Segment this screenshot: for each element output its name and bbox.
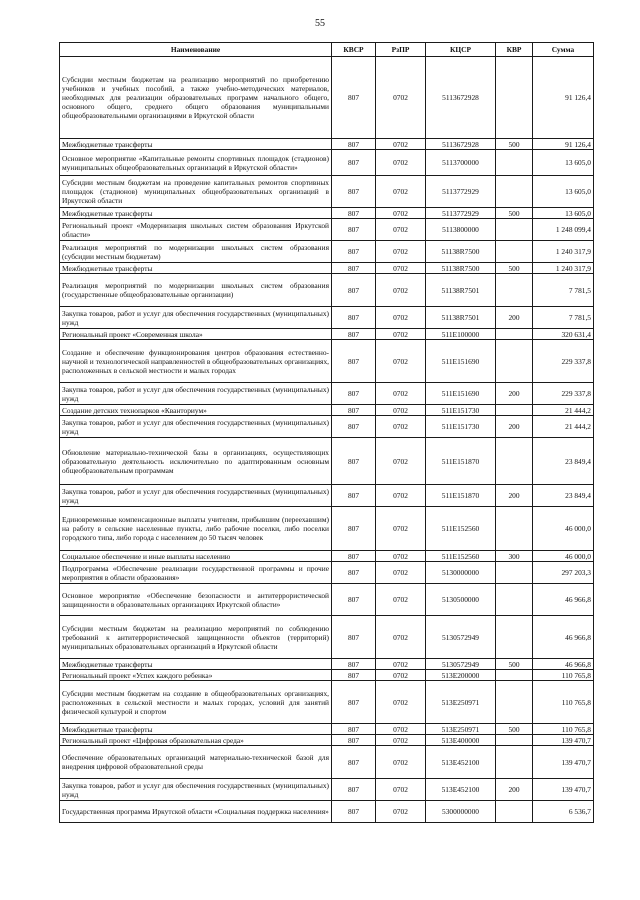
cell-sum: 229 337,8: [533, 340, 594, 383]
cell-kvr: [496, 746, 533, 779]
cell-kvr: [496, 670, 533, 681]
cell-sum: 91 126,4: [533, 57, 594, 139]
cell-kcsr: 513E250971: [426, 681, 496, 724]
table-row: [60, 176, 594, 208]
cell-sum: 110 765,8: [533, 724, 594, 735]
cell-kcsr: 511E151690: [426, 340, 496, 383]
table-row: [60, 274, 594, 307]
cell-kvsr: 807: [332, 263, 376, 274]
cell-kvr: [496, 584, 533, 616]
cell-name: Реализация мероприятий по модернизации школьных систем образования (субсидии местным бюджетам): [60, 241, 332, 263]
cell-sum: 139 470,7: [533, 746, 594, 779]
cell-kcsr: 51138R7500: [426, 241, 496, 263]
cell-kvsr: 807: [332, 584, 376, 616]
cell-kcsr: 5113800000: [426, 219, 496, 241]
cell-sum: 110 765,8: [533, 681, 594, 724]
cell-kvsr: 807: [332, 659, 376, 670]
cell-kvr: [496, 57, 533, 139]
column-header-name: Наименование: [60, 43, 332, 57]
table-row: [60, 779, 594, 801]
cell-kvr: [496, 681, 533, 724]
cell-rzpr: 0702: [376, 584, 426, 616]
cell-kvr: [496, 562, 533, 584]
cell-name: Межбюджетные трансферты: [60, 263, 332, 274]
cell-kcsr: 511E151870: [426, 485, 496, 507]
cell-name: Региональный проект «Современная школа»: [60, 329, 332, 340]
cell-rzpr: 0702: [376, 724, 426, 735]
cell-name: Создание детских технопарков «Кванториум»: [60, 405, 332, 416]
cell-kcsr: 5113672928: [426, 57, 496, 139]
cell-kcsr: 51138R7501: [426, 307, 496, 329]
cell-sum: 13 605,0: [533, 150, 594, 176]
cell-kvr: [496, 801, 533, 823]
table-row: [60, 485, 594, 507]
table-row: [60, 416, 594, 438]
table-row: [60, 801, 594, 823]
cell-rzpr: 0702: [376, 779, 426, 801]
cell-kvsr: 807: [332, 176, 376, 208]
cell-name: Обеспечение образовательных организаций материально-технической базой для внедрения цифровой образовательной среды: [60, 746, 332, 779]
cell-sum: 46 966,8: [533, 584, 594, 616]
cell-sum: 13 605,0: [533, 176, 594, 208]
cell-kcsr: 5113772929: [426, 176, 496, 208]
table-row: [60, 746, 594, 779]
cell-kcsr: 511E151730: [426, 405, 496, 416]
cell-rzpr: 0702: [376, 405, 426, 416]
cell-name: Закупка товаров, работ и услуг для обеспечения государственных (муниципальных) нужд: [60, 383, 332, 405]
cell-sum: 6 536,7: [533, 801, 594, 823]
cell-kvr: [496, 274, 533, 307]
cell-rzpr: 0702: [376, 801, 426, 823]
cell-kvsr: 807: [332, 274, 376, 307]
cell-kvsr: 807: [332, 383, 376, 405]
cell-sum: 21 444,2: [533, 416, 594, 438]
table-row: [60, 329, 594, 340]
cell-kvr: 200: [496, 383, 533, 405]
cell-rzpr: 0702: [376, 340, 426, 383]
cell-name: Закупка товаров, работ и услуг для обеспечения государственных (муниципальных) нужд: [60, 416, 332, 438]
cell-rzpr: 0702: [376, 416, 426, 438]
cell-name: Создание и обеспечение функционирования центров образования естественно-научной и технологической направленностей в общеобразовательных организациях, расположенных в сельской местности и малых городах: [60, 340, 332, 383]
cell-name: Реализация мероприятий по модернизации школьных систем образования (государственные общеобразовательные организации): [60, 274, 332, 307]
column-header-sum: Сумма: [533, 43, 594, 57]
cell-sum: 7 781,5: [533, 274, 594, 307]
column-header-kvsr: КВСР: [332, 43, 376, 57]
cell-kvr: 500: [496, 659, 533, 670]
cell-name: Субсидии местным бюджетам на создание в общеобразовательных организациях, расположенных в сельской местности и малых городах, условий для занятий физической культурой и спортом: [60, 681, 332, 724]
cell-rzpr: 0702: [376, 507, 426, 551]
cell-rzpr: 0702: [376, 57, 426, 139]
cell-name: Единовременные компенсационные выплаты учителям, прибывшим (переехавшим) на работу в сельские населенные пункты, либо рабочие поселки, либо поселки городского типа, либо города с населением до 50 тысяч человек: [60, 507, 332, 551]
cell-name: Региональный проект «Цифровая образовательная среда»: [60, 735, 332, 746]
cell-rzpr: 0702: [376, 176, 426, 208]
cell-kvr: [496, 176, 533, 208]
cell-kvsr: 807: [332, 507, 376, 551]
cell-kvsr: 807: [332, 139, 376, 150]
cell-sum: 139 470,7: [533, 779, 594, 801]
cell-kcsr: 511E152560: [426, 507, 496, 551]
cell-kvsr: 807: [332, 681, 376, 724]
cell-sum: 23 849,4: [533, 485, 594, 507]
cell-rzpr: 0702: [376, 274, 426, 307]
cell-rzpr: 0702: [376, 551, 426, 562]
cell-rzpr: 0702: [376, 383, 426, 405]
cell-name: Основное мероприятие «Обеспечение безопасности и антитеррористической защищенности в образовательных организациях Иркутской области»: [60, 584, 332, 616]
cell-sum: 320 631,4: [533, 329, 594, 340]
table-row: [60, 150, 594, 176]
cell-rzpr: 0702: [376, 139, 426, 150]
cell-kvsr: 807: [332, 616, 376, 659]
cell-kvsr: 807: [332, 801, 376, 823]
cell-kvr: 500: [496, 208, 533, 219]
cell-name: Субсидии местным бюджетам на реализацию мероприятий по соблюдению требований к антитеррористической защищенности объектов (территорий) муниципальных образовательных организаций в Иркутской области: [60, 616, 332, 659]
cell-kcsr: 51138R7500: [426, 263, 496, 274]
table-row: [60, 681, 594, 724]
table-row: [60, 307, 594, 329]
table-row: [60, 584, 594, 616]
cell-rzpr: 0702: [376, 241, 426, 263]
cell-name: Субсидии местным бюджетам на проведение капитальных ремонтов спортивных площадок (стадионов) муниципальных общеобразовательных организаций в Иркутской области: [60, 176, 332, 208]
cell-sum: 46 000,0: [533, 551, 594, 562]
table-row: [60, 383, 594, 405]
cell-kvsr: 807: [332, 438, 376, 485]
cell-name: Закупка товаров, работ и услуг для обеспечения государственных (муниципальных) нужд: [60, 779, 332, 801]
cell-rzpr: 0702: [376, 735, 426, 746]
table-row: [60, 507, 594, 551]
cell-kvsr: 807: [332, 551, 376, 562]
cell-kcsr: 511E151690: [426, 383, 496, 405]
table-row: [60, 219, 594, 241]
table-row: [60, 139, 594, 150]
column-header-kvr: КВР: [496, 43, 533, 57]
cell-kvsr: 807: [332, 208, 376, 219]
cell-rzpr: 0702: [376, 659, 426, 670]
cell-kcsr: 5113700000: [426, 150, 496, 176]
table-row: [60, 616, 594, 659]
cell-sum: 21 444,2: [533, 405, 594, 416]
cell-kvr: [496, 405, 533, 416]
cell-name: Межбюджетные трансферты: [60, 659, 332, 670]
cell-name: Межбюджетные трансферты: [60, 139, 332, 150]
table-row: [60, 208, 594, 219]
cell-sum: 297 203,3: [533, 562, 594, 584]
cell-name: Подпрограмма «Обеспечение реализации государственной программы и прочие мероприятия в области образования»: [60, 562, 332, 584]
cell-kvr: [496, 340, 533, 383]
table-header-row: [60, 43, 594, 57]
cell-kcsr: 5130572949: [426, 616, 496, 659]
table-row: [60, 724, 594, 735]
cell-kcsr: 5113672928: [426, 139, 496, 150]
cell-name: Закупка товаров, работ и услуг для обеспечения государственных (муниципальных) нужд: [60, 485, 332, 507]
table-row: [60, 340, 594, 383]
cell-sum: 110 765,8: [533, 670, 594, 681]
cell-rzpr: 0702: [376, 562, 426, 584]
cell-rzpr: 0702: [376, 438, 426, 485]
cell-name: Региональный проект «Модернизация школьных систем образования Иркутской области»: [60, 219, 332, 241]
cell-kvr: 500: [496, 139, 533, 150]
cell-kcsr: 5130572949: [426, 659, 496, 670]
cell-rzpr: 0702: [376, 681, 426, 724]
table-row: [60, 659, 594, 670]
cell-kvsr: 807: [332, 735, 376, 746]
page-number: 55: [315, 18, 325, 29]
cell-sum: 1 240 317,9: [533, 263, 594, 274]
cell-rzpr: 0702: [376, 307, 426, 329]
cell-kvsr: 807: [332, 416, 376, 438]
cell-sum: 46 966,8: [533, 659, 594, 670]
cell-name: Государственная программа Иркутской области «Социальная поддержка населения»: [60, 801, 332, 823]
cell-kvr: [496, 616, 533, 659]
column-header-rzpr: РзПР: [376, 43, 426, 57]
cell-kcsr: 511E152560: [426, 551, 496, 562]
table-row: [60, 405, 594, 416]
cell-sum: 1 248 099,4: [533, 219, 594, 241]
cell-rzpr: 0702: [376, 746, 426, 779]
column-header-kcsr: КЦСР: [426, 43, 496, 57]
table-row: [60, 263, 594, 274]
cell-kcsr: 5130500000: [426, 584, 496, 616]
cell-kcsr: 5130000000: [426, 562, 496, 584]
cell-kcsr: 51138R7501: [426, 274, 496, 307]
cell-sum: 46 000,0: [533, 507, 594, 551]
cell-rzpr: 0702: [376, 208, 426, 219]
cell-kcsr: 511E100000: [426, 329, 496, 340]
cell-kvr: [496, 438, 533, 485]
cell-sum: 229 337,8: [533, 383, 594, 405]
cell-kcsr: 511E151870: [426, 438, 496, 485]
table-row: [60, 562, 594, 584]
cell-kvsr: 807: [332, 57, 376, 139]
cell-rzpr: 0702: [376, 616, 426, 659]
cell-kcsr: 513E452100: [426, 779, 496, 801]
cell-kvsr: 807: [332, 340, 376, 383]
cell-kvr: 500: [496, 263, 533, 274]
table-row: [60, 241, 594, 263]
cell-name: Региональный проект «Успех каждого ребенка»: [60, 670, 332, 681]
cell-kvsr: 807: [332, 562, 376, 584]
table-row: [60, 670, 594, 681]
cell-sum: 13 605,0: [533, 208, 594, 219]
cell-kvsr: 807: [332, 150, 376, 176]
cell-rzpr: 0702: [376, 219, 426, 241]
cell-name: Закупка товаров, работ и услуг для обеспечения государственных (муниципальных) нужд: [60, 307, 332, 329]
cell-sum: 23 849,4: [533, 438, 594, 485]
cell-kcsr: 5300000000: [426, 801, 496, 823]
cell-rzpr: 0702: [376, 263, 426, 274]
cell-kvr: 300: [496, 551, 533, 562]
cell-kvsr: 807: [332, 405, 376, 416]
cell-kvr: [496, 219, 533, 241]
cell-sum: 91 126,4: [533, 139, 594, 150]
table-row: [60, 438, 594, 485]
cell-name: Обновление материально-технической базы в организациях, осуществляющих образовательную деятельность исключительно по адаптированным основным общеобразовательным программам: [60, 438, 332, 485]
cell-kvr: [496, 329, 533, 340]
cell-sum: 46 966,8: [533, 616, 594, 659]
cell-sum: 139 470,7: [533, 735, 594, 746]
cell-name: Межбюджетные трансферты: [60, 724, 332, 735]
cell-kvsr: 807: [332, 485, 376, 507]
cell-kvsr: 807: [332, 779, 376, 801]
cell-rzpr: 0702: [376, 670, 426, 681]
cell-kcsr: 511E151730: [426, 416, 496, 438]
cell-sum: 7 781,5: [533, 307, 594, 329]
cell-sum: 1 240 317,9: [533, 241, 594, 263]
table-row: [60, 735, 594, 746]
cell-kvr: 200: [496, 779, 533, 801]
cell-kcsr: 5113772929: [426, 208, 496, 219]
cell-kcsr: 513E452100: [426, 746, 496, 779]
cell-name: Основное мероприятие «Капитальные ремонты спортивных площадок (стадионов) муниципальных общеобразовательных организаций в Иркутской области»: [60, 150, 332, 176]
cell-kvr: [496, 735, 533, 746]
cell-kvsr: 807: [332, 329, 376, 340]
cell-kvsr: 807: [332, 241, 376, 263]
cell-kvsr: 807: [332, 307, 376, 329]
cell-kcsr: 513E200000: [426, 670, 496, 681]
cell-name: Социальное обеспечение и иные выплаты населению: [60, 551, 332, 562]
cell-kvr: 200: [496, 307, 533, 329]
table-row: [60, 57, 594, 139]
cell-rzpr: 0702: [376, 329, 426, 340]
cell-kcsr: 513E400000: [426, 735, 496, 746]
cell-kvr: 200: [496, 416, 533, 438]
table-row: [60, 551, 594, 562]
cell-name: Субсидии местным бюджетам на реализацию мероприятий по приобретению учебников и учебных пособий, а также учебно-методических материалов, необходимых для реализации образовательных программ начального общего, основного общего, среднего общего образования муниципальными общеобразовательными организациями в Иркутской области: [60, 57, 332, 139]
cell-kvsr: 807: [332, 670, 376, 681]
cell-kvr: [496, 241, 533, 263]
cell-name: Межбюджетные трансферты: [60, 208, 332, 219]
cell-kvr: 500: [496, 724, 533, 735]
cell-rzpr: 0702: [376, 485, 426, 507]
cell-kvr: [496, 507, 533, 551]
cell-kvr: [496, 150, 533, 176]
cell-kvsr: 807: [332, 219, 376, 241]
budget-table: [59, 42, 594, 823]
cell-rzpr: 0702: [376, 150, 426, 176]
cell-kvsr: 807: [332, 724, 376, 735]
cell-kvsr: 807: [332, 746, 376, 779]
cell-kcsr: 513E250971: [426, 724, 496, 735]
cell-kvr: 200: [496, 485, 533, 507]
